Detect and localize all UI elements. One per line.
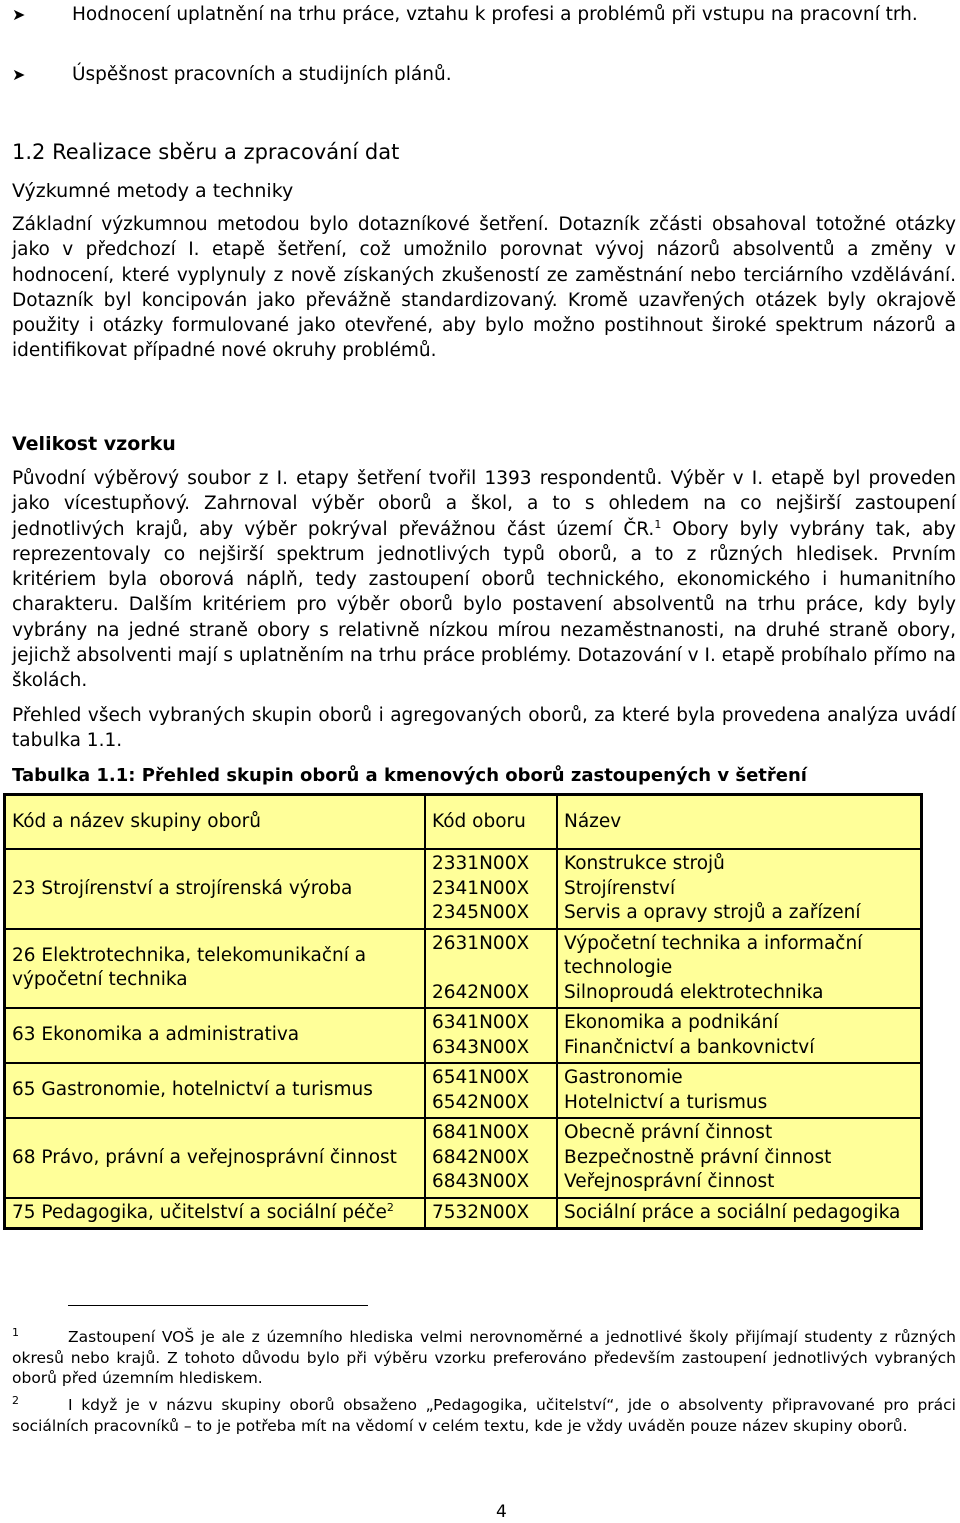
footnote-text: Zastoupení VOŠ je ale z územního hlediska velmi nerovnoměrné a jednotlivé školy přijímají studenty z různých okresů nebo krajů. Z tohoto důvodu bylo při výběru vzorku preferováno především zastoupení jednotlivých vybraných oborů před územním hlediskem. <box>12 1328 956 1387</box>
field-code: 6843N00X <box>432 1171 530 1192</box>
field-title: Gastronomie <box>564 1067 683 1088</box>
field-code: 2642N00X <box>432 981 530 1003</box>
field-title: Obecně právní činnost <box>564 1122 773 1143</box>
field-codes <box>425 1008 557 1063</box>
paragraph-sample-part-b: Obory byly vybrány tak, aby reprezentovaly co nejširší spektrum jednotlivých typů oborů, a to z různých hledisek. Prvním kritériem byla oborová náplň, tedy zastoupení oborů technického, ekonomického i humanitního charakteru. Dalším kritériem pro výběr oborů bylo postavení absolventů na trhu práce, kdy byly vybrány na jedné straně obory s relativně nízkou mírou nezaměstnanosti, na druhé straně obory, jejichž absolventi mají s uplatněním na trhu práce problémy. Dotazování v I. etapě probíhalo přímo na školách. <box>12 518 957 692</box>
field-title: Hotelnictví a turismus <box>564 1091 768 1113</box>
table-caption: Tabulka 1.1: Přehled skupin oborů a kmenových oborů zastoupených v šetření <box>12 765 807 786</box>
bullet-text: Úspěšnost pracovních a studijních plánů. <box>72 64 452 85</box>
arrow-bullet-icon: ➤ <box>12 65 26 84</box>
field-codes <box>425 929 557 1009</box>
footnote-2 <box>12 1395 956 1436</box>
table-row <box>5 1063 922 1118</box>
field-codes <box>425 1198 557 1229</box>
field-code: 2345N00X <box>432 902 530 923</box>
group-name: 65 Gastronomie, hotelnictví a turismus <box>5 1063 426 1118</box>
field-title: Bezpečnostně právní činnost <box>564 1146 832 1168</box>
table-header-row <box>5 795 922 850</box>
field-title: Strojírenství <box>564 877 676 899</box>
footnote-separator <box>68 1305 368 1306</box>
field-codes <box>425 1063 557 1118</box>
field-code: 6541N00X <box>432 1067 530 1088</box>
arrow-bullet-icon: ➤ <box>12 5 26 24</box>
header-group: Kód a název skupiny oborů <box>5 795 426 850</box>
table-row <box>5 849 922 929</box>
field-code: 6841N00X <box>432 1122 530 1143</box>
footnote-ref: 2 <box>386 1200 394 1214</box>
field-title: Veřejnosprávní činnost <box>564 1171 775 1192</box>
field-code: 6343N00X <box>432 1036 530 1058</box>
field-titles <box>557 849 922 929</box>
paragraph-sample-part-a: Původní výběrový soubor z I. etapy šetření tvořil 1393 respondentů. Výběr v I. etapě byl proveden jako vícestupňový. Zahrnoval výběr oborů a škol, a to s ohledem na co nejširší zastoupení jednotlivých krajů, aby výběr pokrýval převážnou část území ČR. <box>12 468 956 540</box>
field-title: Finančnictví a bankovnictví <box>564 1036 815 1058</box>
footnote-text: I když je v názvu skupiny oborů obsaženo „Pedagogika, učitelství“, jde o absolventy připravované pro práci sociálních pracovníků – to je potřeba mít na vědomí v celém textu, kde je vždy uváděn pouze název skupiny oborů. <box>12 1396 956 1435</box>
group-name <box>5 1198 426 1229</box>
bullet-text: Hodnocení uplatnění na trhu práce, vztahu k profesi a problémů při vstupu na pracovní trh. <box>72 4 918 25</box>
field-code: 6341N00X <box>432 1012 530 1033</box>
field-groups-table <box>3 793 923 1230</box>
field-title: Silnoproudá elektrotechnika <box>564 981 824 1003</box>
footnote-1 <box>12 1327 956 1389</box>
table-row <box>5 1008 922 1063</box>
field-code: 2331N00X <box>432 853 530 874</box>
field-title: Sociální práce a sociální pedagogika <box>564 1201 901 1223</box>
paragraph-overview: Přehled všech vybraných skupin oborů i agregovaných oborů, za které byla provedena analýza uvádí tabulka 1.1. <box>12 705 956 752</box>
field-code: 7532N00X <box>432 1201 530 1223</box>
field-codes <box>425 849 557 929</box>
group-name: 68 Právo, právní a veřejnosprávní činnost <box>5 1118 426 1198</box>
section-heading: 1.2 Realizace sběru a zpracování dat <box>12 140 400 164</box>
table-row <box>5 1118 922 1198</box>
bullet-item <box>12 62 956 87</box>
field-titles <box>557 929 922 1009</box>
field-titles <box>557 1008 922 1063</box>
field-titles <box>557 1063 922 1118</box>
field-titles <box>557 1198 922 1229</box>
group-name: 63 Ekonomika a administrativa <box>5 1008 426 1063</box>
field-codes <box>425 1118 557 1198</box>
group-name: 23 Strojírenství a strojírenská výroba <box>5 849 426 929</box>
field-titles <box>557 1118 922 1198</box>
header-code: Kód oboru <box>425 795 557 850</box>
field-code: 2341N00X <box>432 877 530 899</box>
footnote-mark: 1 <box>12 1325 19 1339</box>
subheading-sample: Velikost vzorku <box>12 433 176 455</box>
table-row <box>5 929 922 1009</box>
field-title: Ekonomika a podnikání <box>564 1012 779 1033</box>
field-title: Servis a opravy strojů a zařízení <box>564 902 861 923</box>
field-code: 6842N00X <box>432 1146 530 1168</box>
group-name: 26 Elektrotechnika, telekomunikační a výpočetní technika <box>5 929 426 1009</box>
group-name-text: 75 Pedagogika, učitelství a sociální péče <box>12 1201 387 1223</box>
field-code: 2631N00X <box>432 932 530 954</box>
field-title: Konstrukce strojů <box>564 853 725 874</box>
paragraph-sample <box>12 466 956 694</box>
field-code: 6542N00X <box>432 1091 530 1113</box>
table-row <box>5 1198 922 1229</box>
bullet-item <box>12 2 956 27</box>
footnote-ref: 1 <box>654 517 662 531</box>
footnote-mark: 2 <box>12 1393 19 1407</box>
page-number: 4 <box>496 1502 507 1522</box>
paragraph-methods: Základní výzkumnou metodou bylo dotazníkové šetření. Dotazník zčásti obsahoval totožné otázky jako v předchozí I. etapě šetření, což umožnilo porovnat vývoj názorů absolventů a změny v hodnocení, které vyplynuly z nově získaných zkušeností ze zaměstnání nebo terciárního vzdělávání. Dotazník byl koncipován jako převážně standardizovaný. Kromě uzavřených otázek byly okrajově použity i otázky formulované jako otevřené, aby bylo možno postihnout široké spektrum názorů a identifikovat případné nové okruhy problémů. <box>12 214 956 362</box>
field-title: Výpočetní technika a informační technologie <box>564 932 863 978</box>
header-title: Název <box>557 795 922 850</box>
subheading-methods: Výzkumné metody a techniky <box>12 180 294 202</box>
